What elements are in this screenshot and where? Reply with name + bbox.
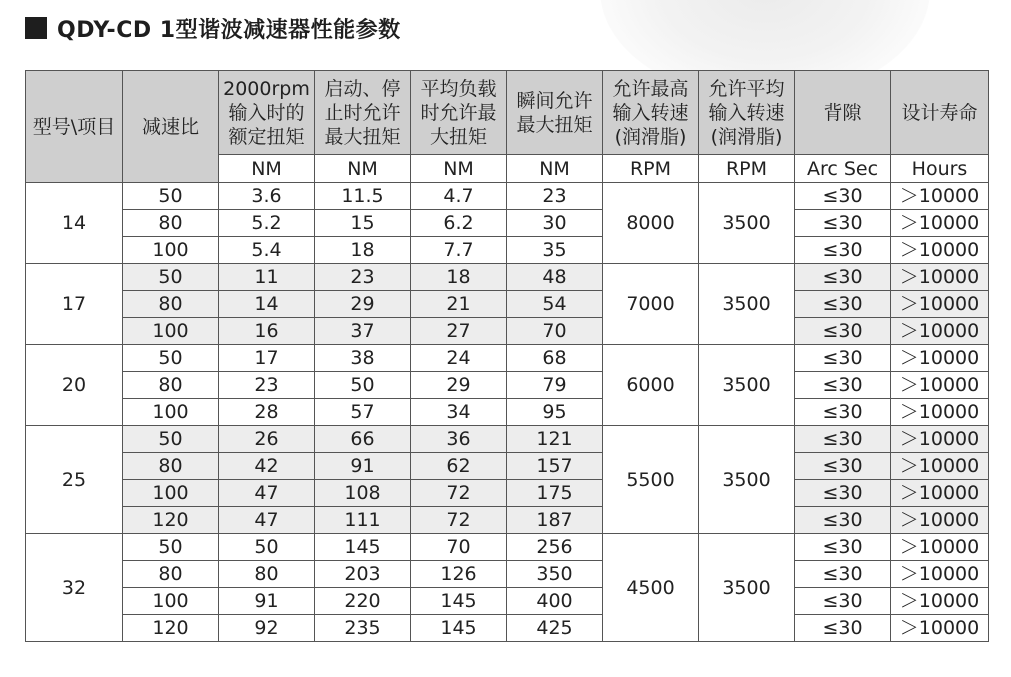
column-header: 平均负载 时允许最 大扭矩 [411, 71, 507, 155]
column-header: 允许最高 输入转速 (润滑脂) [603, 71, 699, 155]
momentary-torque-cell: 95 [507, 399, 603, 426]
column-header: 设计寿命 [891, 71, 989, 155]
ratio-cell: 100 [123, 588, 219, 615]
column-header: 减速比 [123, 71, 219, 183]
ratio-cell: 120 [123, 507, 219, 534]
momentary-torque-cell: 350 [507, 561, 603, 588]
rated-torque-cell: 28 [219, 399, 315, 426]
avg-load-torque-cell: 6.2 [411, 210, 507, 237]
spec-table [25, 70, 989, 642]
rated-torque-cell: 5.2 [219, 210, 315, 237]
ratio-cell: 50 [123, 264, 219, 291]
design-life-cell: ＞10000 [891, 480, 989, 507]
backlash-cell: ≤30 [795, 453, 891, 480]
backlash-cell: ≤30 [795, 399, 891, 426]
avg-load-torque-cell: 72 [411, 507, 507, 534]
design-life-cell: ＞10000 [891, 291, 989, 318]
ratio-cell: 80 [123, 372, 219, 399]
model-cell: 14 [26, 183, 123, 264]
momentary-torque-cell: 35 [507, 237, 603, 264]
table-row [26, 615, 989, 642]
unit-header: Hours [891, 155, 989, 183]
column-header: 允许平均 输入转速 (润滑脂) [699, 71, 795, 155]
table-row [26, 264, 989, 291]
column-header: 启动、停 止时允许 最大扭矩 [315, 71, 411, 155]
backlash-cell: ≤30 [795, 237, 891, 264]
avg-input-speed-cell: 3500 [699, 264, 795, 345]
backlash-cell: ≤30 [795, 291, 891, 318]
momentary-torque-cell: 121 [507, 426, 603, 453]
avg-load-torque-cell: 145 [411, 615, 507, 642]
avg-load-torque-cell: 62 [411, 453, 507, 480]
column-header: 背隙 [795, 71, 891, 155]
backlash-cell: ≤30 [795, 534, 891, 561]
avg-load-torque-cell: 18 [411, 264, 507, 291]
ratio-cell: 80 [123, 453, 219, 480]
page-title [25, 10, 401, 46]
avg-load-torque-cell: 29 [411, 372, 507, 399]
table-row [26, 318, 989, 345]
unit-header: NM [219, 155, 315, 183]
start-stop-torque-cell: 66 [315, 426, 411, 453]
design-life-cell: ＞10000 [891, 561, 989, 588]
avg-load-torque-cell: 72 [411, 480, 507, 507]
rated-torque-cell: 50 [219, 534, 315, 561]
start-stop-torque-cell: 203 [315, 561, 411, 588]
start-stop-torque-cell: 108 [315, 480, 411, 507]
rated-torque-cell: 3.6 [219, 183, 315, 210]
ratio-cell: 50 [123, 345, 219, 372]
model-group-17 [26, 264, 989, 345]
rated-torque-cell: 14 [219, 291, 315, 318]
table-row [26, 399, 989, 426]
model-group-32 [26, 534, 989, 642]
start-stop-torque-cell: 145 [315, 534, 411, 561]
avg-load-torque-cell: 27 [411, 318, 507, 345]
ratio-cell: 80 [123, 210, 219, 237]
start-stop-torque-cell: 23 [315, 264, 411, 291]
backlash-cell: ≤30 [795, 615, 891, 642]
start-stop-torque-cell: 37 [315, 318, 411, 345]
backlash-cell: ≤30 [795, 588, 891, 615]
design-life-cell: ＞10000 [891, 534, 989, 561]
design-life-cell: ＞10000 [891, 588, 989, 615]
backlash-cell: ≤30 [795, 345, 891, 372]
design-life-cell: ＞10000 [891, 318, 989, 345]
backlash-cell: ≤30 [795, 480, 891, 507]
rated-torque-cell: 16 [219, 318, 315, 345]
rated-torque-cell: 23 [219, 372, 315, 399]
table-row [26, 237, 989, 264]
start-stop-torque-cell: 50 [315, 372, 411, 399]
title-text: QDY-CD 1型谐波减速器性能参数 [57, 17, 401, 43]
unit-header: RPM [603, 155, 699, 183]
title-square-icon [25, 17, 47, 39]
momentary-torque-cell: 425 [507, 615, 603, 642]
start-stop-torque-cell: 38 [315, 345, 411, 372]
ratio-cell: 100 [123, 399, 219, 426]
backlash-cell: ≤30 [795, 426, 891, 453]
start-stop-torque-cell: 111 [315, 507, 411, 534]
avg-input-speed-cell: 3500 [699, 426, 795, 534]
design-life-cell: ＞10000 [891, 399, 989, 426]
momentary-torque-cell: 175 [507, 480, 603, 507]
model-group-14 [26, 183, 989, 264]
momentary-torque-cell: 79 [507, 372, 603, 399]
design-life-cell: ＞10000 [891, 453, 989, 480]
ratio-cell: 80 [123, 561, 219, 588]
start-stop-torque-cell: 57 [315, 399, 411, 426]
max-input-speed-cell: 7000 [603, 264, 699, 345]
table-row [26, 507, 989, 534]
avg-load-torque-cell: 21 [411, 291, 507, 318]
design-life-cell: ＞10000 [891, 264, 989, 291]
design-life-cell: ＞10000 [891, 237, 989, 264]
rated-torque-cell: 17 [219, 345, 315, 372]
rated-torque-cell: 92 [219, 615, 315, 642]
table-row [26, 372, 989, 399]
avg-load-torque-cell: 4.7 [411, 183, 507, 210]
rated-torque-cell: 5.4 [219, 237, 315, 264]
backlash-cell: ≤30 [795, 318, 891, 345]
backlash-cell: ≤30 [795, 183, 891, 210]
table-row [26, 453, 989, 480]
momentary-torque-cell: 157 [507, 453, 603, 480]
ratio-cell: 50 [123, 534, 219, 561]
model-cell: 32 [26, 534, 123, 642]
model-group-25 [26, 426, 989, 534]
header-row [26, 71, 989, 155]
design-life-cell: ＞10000 [891, 183, 989, 210]
avg-load-torque-cell: 36 [411, 426, 507, 453]
avg-input-speed-cell: 3500 [699, 534, 795, 642]
max-input-speed-cell: 6000 [603, 345, 699, 426]
avg-load-torque-cell: 70 [411, 534, 507, 561]
table-row [26, 480, 989, 507]
max-input-speed-cell: 5500 [603, 426, 699, 534]
backlash-cell: ≤30 [795, 210, 891, 237]
start-stop-torque-cell: 11.5 [315, 183, 411, 210]
max-input-speed-cell: 4500 [603, 534, 699, 642]
column-header: 2000rpm 输入时的 额定扭矩 [219, 71, 315, 155]
table-row [26, 345, 989, 372]
momentary-torque-cell: 256 [507, 534, 603, 561]
design-life-cell: ＞10000 [891, 507, 989, 534]
column-header: 型号\项目 [26, 71, 123, 183]
ratio-cell: 100 [123, 318, 219, 345]
ratio-cell: 50 [123, 426, 219, 453]
start-stop-torque-cell: 15 [315, 210, 411, 237]
ratio-cell: 80 [123, 291, 219, 318]
rated-torque-cell: 11 [219, 264, 315, 291]
rated-torque-cell: 47 [219, 480, 315, 507]
start-stop-torque-cell: 235 [315, 615, 411, 642]
table-row [26, 426, 989, 453]
start-stop-torque-cell: 18 [315, 237, 411, 264]
momentary-torque-cell: 70 [507, 318, 603, 345]
avg-input-speed-cell: 3500 [699, 183, 795, 264]
momentary-torque-cell: 54 [507, 291, 603, 318]
table-row [26, 561, 989, 588]
rated-torque-cell: 47 [219, 507, 315, 534]
design-life-cell: ＞10000 [891, 426, 989, 453]
avg-input-speed-cell: 3500 [699, 345, 795, 426]
model-cell: 25 [26, 426, 123, 534]
momentary-torque-cell: 187 [507, 507, 603, 534]
momentary-torque-cell: 68 [507, 345, 603, 372]
rated-torque-cell: 26 [219, 426, 315, 453]
avg-load-torque-cell: 145 [411, 588, 507, 615]
unit-header: Arc Sec [795, 155, 891, 183]
start-stop-torque-cell: 220 [315, 588, 411, 615]
design-life-cell: ＞10000 [891, 345, 989, 372]
design-life-cell: ＞10000 [891, 372, 989, 399]
rated-torque-cell: 80 [219, 561, 315, 588]
design-life-cell: ＞10000 [891, 210, 989, 237]
momentary-torque-cell: 48 [507, 264, 603, 291]
avg-load-torque-cell: 126 [411, 561, 507, 588]
ratio-cell: 100 [123, 480, 219, 507]
momentary-torque-cell: 400 [507, 588, 603, 615]
table-row [26, 183, 989, 210]
table-row [26, 291, 989, 318]
backlash-cell: ≤30 [795, 561, 891, 588]
start-stop-torque-cell: 91 [315, 453, 411, 480]
rated-torque-cell: 91 [219, 588, 315, 615]
unit-header: NM [507, 155, 603, 183]
ratio-cell: 120 [123, 615, 219, 642]
rated-torque-cell: 42 [219, 453, 315, 480]
unit-header: NM [315, 155, 411, 183]
model-cell: 20 [26, 345, 123, 426]
ratio-cell: 50 [123, 183, 219, 210]
backlash-cell: ≤30 [795, 507, 891, 534]
model-group-20 [26, 345, 989, 426]
unit-header: NM [411, 155, 507, 183]
table-row [26, 588, 989, 615]
model-cell: 17 [26, 264, 123, 345]
start-stop-torque-cell: 29 [315, 291, 411, 318]
momentary-torque-cell: 30 [507, 210, 603, 237]
max-input-speed-cell: 8000 [603, 183, 699, 264]
design-life-cell: ＞10000 [891, 615, 989, 642]
column-header: 瞬间允许 最大扭矩 [507, 71, 603, 155]
backlash-cell: ≤30 [795, 264, 891, 291]
unit-header: RPM [699, 155, 795, 183]
avg-load-torque-cell: 34 [411, 399, 507, 426]
backlash-cell: ≤30 [795, 372, 891, 399]
table-row [26, 534, 989, 561]
momentary-torque-cell: 23 [507, 183, 603, 210]
ratio-cell: 100 [123, 237, 219, 264]
avg-load-torque-cell: 24 [411, 345, 507, 372]
avg-load-torque-cell: 7.7 [411, 237, 507, 264]
table-row [26, 210, 989, 237]
